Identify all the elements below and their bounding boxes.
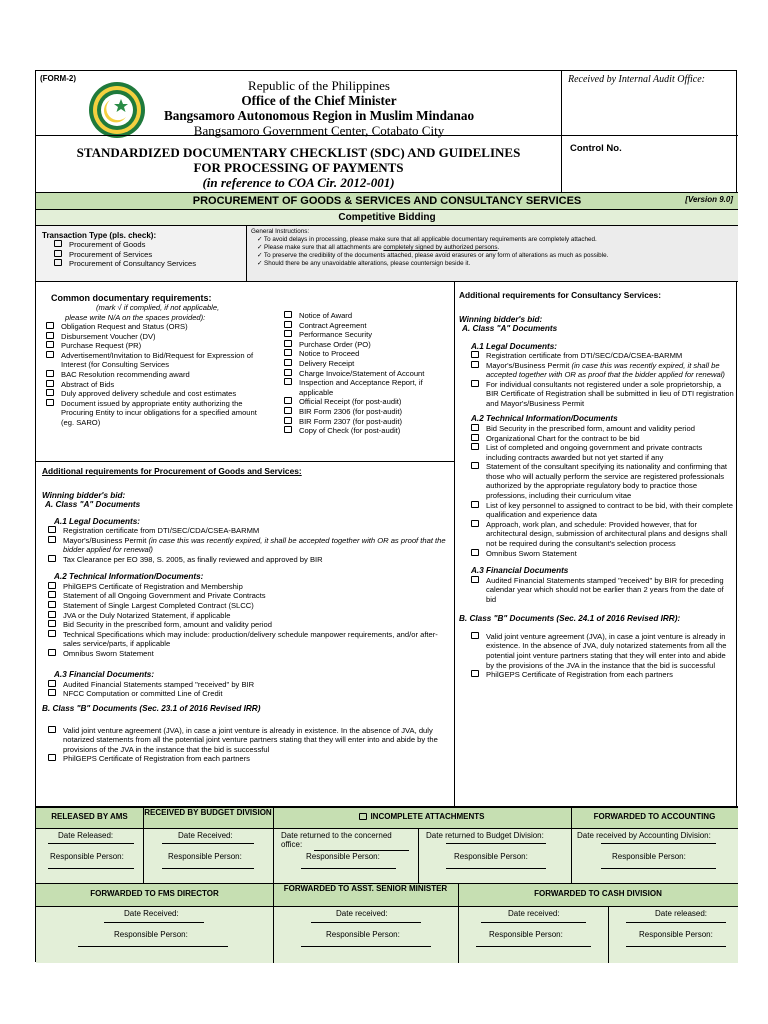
responsible-label: Responsible Person:: [326, 930, 400, 939]
region-line: Bangsamoro Autonomous Region in Muslim Mindanao: [163, 108, 475, 123]
checkbox[interactable]: [48, 591, 56, 598]
checkbox[interactable]: [54, 240, 62, 247]
responsible-field[interactable]: [301, 946, 431, 947]
republic-line: Republic of the Philippines: [248, 78, 390, 93]
checkbox[interactable]: [284, 340, 292, 347]
checkbox[interactable]: [48, 611, 56, 618]
checkbox[interactable]: [284, 397, 292, 404]
date-released-field[interactable]: [626, 922, 726, 923]
checkbox[interactable]: [471, 462, 479, 469]
responsible-field[interactable]: [48, 868, 134, 869]
released-by-ams-header: RELEASED BY AMS: [51, 812, 128, 821]
responsible-field[interactable]: [301, 868, 396, 869]
forwarded-fms-header: FORWARDED TO FMS DIRECTOR: [90, 889, 219, 898]
responsible-field[interactable]: [78, 946, 228, 947]
check-icon: ✓: [257, 244, 265, 251]
date-received-field[interactable]: [162, 843, 254, 844]
checkbox[interactable]: [471, 351, 479, 358]
checkbox[interactable]: [46, 322, 54, 329]
check-icon: ✓: [257, 236, 264, 243]
responsible-field[interactable]: [476, 946, 591, 947]
checkbox[interactable]: [48, 582, 56, 589]
option-services: Procurement of Services: [69, 249, 153, 259]
checkbox[interactable]: [48, 630, 56, 637]
date-returned-office-label: Date returned to the concerned office:: [281, 831, 392, 850]
received-by-budget-header: RECEIVED BY BUDGET DIVISION: [144, 808, 272, 817]
checkbox[interactable]: [48, 555, 56, 562]
checkbox[interactable]: [284, 426, 292, 433]
date-received-field[interactable]: [481, 922, 586, 923]
checkbox[interactable]: [284, 407, 292, 414]
checkbox[interactable]: [48, 526, 56, 533]
sdc-title: STANDARDIZED DOCUMENTARY CHECKLIST (SDC) AND GUIDELINES: [76, 145, 521, 160]
checkbox[interactable]: [284, 321, 292, 328]
checkbox[interactable]: [284, 311, 292, 318]
date-released-field[interactable]: [48, 843, 134, 844]
date-released-label: Date Released:: [58, 831, 114, 840]
checkbox[interactable]: [471, 632, 479, 639]
checkbox[interactable]: [48, 536, 56, 543]
checkbox[interactable]: [471, 501, 479, 508]
checkbox[interactable]: [471, 520, 479, 527]
consultancy-section: Additional requirements for Consultancy Services: Winning bidder's bid: A. Class "A" Documents A.1 Legal Documents: Registration certificate from DTI/SEC/CDA/CSEA-BARMM Mayor's/Business Permit (in case this was recently expired, it shall be accepted together with OR as proof that the bidder applied for renewal) For individual consultants not registered under a sole proprietorship, a BIR Certificate of Registration shall be submitted in lieu of DTI registration and Mayor's/Business Permit A.2 Technical Information/Documents Bid Security in the prescribed form, amount and validity period Organizational Chart for the contract to be bid List of completed and ongoing government and private contracts including contracts awarded but not yet started if any Statement of the consultant specifying its nationality and confirming that those who will actually perform the service are registered professionals authorized by the appropriate regulatory body to practice those professions, including their curriculum vitae List of key personnel to assigned to contract to be bid, with their complete qualification and experience data Approach, work plan, and schedule: Provided however, that for architectural design, submission of architectural plans and designs shall not be required during the consultant's selection process Omnibus Sworn Statement A.3 Financial Documents Audited Financial Statements stamped "received" by BIR for preceding calendar year which should not be earlier than 2 years from the date of bid B. Class "B" Documents (Sec. 24.1 of 2016 Revised IRR): Valid joint venture agreement (JVA), in case a joint venture is already in existence. In the absence of JVA, duly notarized statements from all the potential joint venture partners stating that they will enter into and abide by the provisions of the JVA in the instance that the bid is successful PhilGEPS Certificate of Registration from each partners: [459, 290, 734, 680]
responsible-label: Responsible Person:: [306, 852, 380, 861]
sdc-subtitle: FOR PROCESSING OF PAYMENTS: [193, 160, 404, 175]
checkbox[interactable]: [46, 399, 54, 406]
forwarded-cash-header: FORWARDED TO CASH DIVISION: [534, 889, 662, 898]
address-line: Bangsamoro Government Center, Cotabato City: [193, 123, 445, 138]
incomplete-attachments-header: INCOMPLETE ATTACHMENTS: [273, 812, 571, 821]
transaction-type-label: Transaction Type (pls. check):: [42, 231, 157, 240]
date-returned-budget-field[interactable]: [446, 843, 546, 844]
date-received-accounting-label: Date received by Accounting Division:: [577, 831, 711, 840]
form-number: (FORM-2): [40, 74, 76, 83]
checkbox[interactable]: [48, 726, 56, 733]
checkbox[interactable]: [284, 349, 292, 356]
responsible-label: Responsible Person:: [612, 852, 686, 861]
responsible-field[interactable]: [446, 868, 546, 869]
version-label: [Version 9.0]: [685, 195, 733, 204]
checkbox[interactable]: [284, 417, 292, 424]
responsible-label: Responsible Person:: [639, 930, 713, 939]
form-page: [35, 70, 737, 962]
checkbox[interactable]: [471, 443, 479, 450]
checkbox[interactable]: [46, 389, 54, 396]
responsible-label: Responsible Person:: [50, 852, 124, 861]
checkbox[interactable]: [48, 601, 56, 608]
general-instructions: General Instructions: ✓ To avoid delays in processing, please make sure that all applicable documentary requirements are completely attached. ✓ Please make sure that all attachments are completely signed by authorized persons. ✓ To preserve the credibility of the documents attached, please avoid erasures or any form of alterations as much as possible. ✓ Should there be any unavoidable alterations, please countersign beside it.: [251, 228, 735, 268]
responsible-label: Responsible Person:: [114, 930, 188, 939]
date-received-label: Date Received:: [124, 909, 179, 918]
checkbox[interactable]: [471, 361, 479, 368]
checkbox[interactable]: [48, 754, 56, 761]
date-received-label: Date Received:: [178, 831, 233, 840]
date-returned-office-field[interactable]: [314, 850, 409, 851]
checkbox[interactable]: [48, 649, 56, 656]
option-consultancy: Procurement of Consultancy Services: [69, 259, 197, 269]
checkbox[interactable]: [471, 380, 479, 387]
checkbox[interactable]: [46, 380, 54, 387]
checkbox[interactable]: [471, 424, 479, 431]
checkbox[interactable]: [48, 689, 56, 696]
consult-title: Additional requirements for Consultancy Services:: [459, 290, 661, 300]
checkbox[interactable]: [359, 813, 367, 820]
forwarded-asst-minister-header: FORWARDED TO ASST. SENIOR MINISTER: [283, 884, 448, 893]
checkbox[interactable]: [46, 370, 54, 377]
responsible-field[interactable]: [601, 868, 716, 869]
responsible-label: Responsible Person:: [489, 930, 563, 939]
checkbox[interactable]: [54, 250, 62, 257]
date-returned-budget-label: Date returned to Budget Division:: [426, 831, 544, 840]
date-received-field[interactable]: [311, 922, 421, 923]
banner-main: PROCUREMENT OF GOODS & SERVICES AND CONSULTANCY SERVICES [Version 9.0]: [36, 193, 738, 209]
forwarded-to-accounting-header: FORWARDED TO ACCOUNTING: [593, 812, 716, 821]
checkbox[interactable]: [471, 670, 479, 677]
responsible-field[interactable]: [162, 868, 254, 869]
checkbox[interactable]: [46, 332, 54, 339]
responsible-label: Responsible Person:: [168, 852, 242, 861]
received-audit-label: Received by Internal Audit Office:: [568, 74, 705, 85]
check-icon: ✓: [257, 252, 264, 259]
date-released-label: Date released:: [655, 909, 708, 918]
checkbox[interactable]: [46, 351, 54, 358]
date-received-label: Date received:: [508, 909, 560, 918]
responsible-label: Responsible Person:: [454, 852, 528, 861]
option-goods: Procurement of Goods: [69, 240, 146, 250]
checkbox[interactable]: [54, 259, 62, 266]
checkbox[interactable]: [46, 341, 54, 348]
checkbox[interactable]: [284, 330, 292, 337]
coa-reference: (in reference to COA Cir. 2012-001): [202, 175, 395, 190]
common-title: Common documentary requirements:: [51, 293, 212, 303]
checkbox[interactable]: [471, 576, 479, 583]
control-no-label: Control No.: [570, 143, 622, 154]
common-list-right: Notice of Award Contract Agreement Performance Security Purchase Order (PO) Notice to Proceed Delivery Receipt Charge Invoice/Statement of Account Inspection and Acceptance Report, if applicable Official Receipt (for post-audit) BIR Form 2306 (for post-audit) BIR Form 2307 (for post-audit) Copy of Check (for post-audit): [284, 311, 452, 436]
competitive-bidding-label: Competitive Bidding: [36, 210, 738, 225]
bangsamoro-seal-logo: [88, 81, 146, 139]
check-icon: ✓: [257, 260, 265, 267]
date-received-accounting-field[interactable]: [601, 843, 716, 844]
instructions-label: General Instructions:: [251, 228, 310, 235]
goods-title: Additional requirements for Procurement of Goods and Services:: [42, 466, 302, 476]
checkbox[interactable]: [48, 620, 56, 627]
checkbox[interactable]: [471, 549, 479, 556]
goods-services-section: Additional requirements for Procurement of Goods and Services: Winning bidder's bid: A. Class "A" Documents A.1 Legal Documents: Registration certificate from DTI/SEC/CDA/CSEA-BARMM Mayor's/Business Permit (in case this was recently expired, it shall be accepted together with OR as proof that the bidder applied for renewal) Tax Clearance per EO 398, S. 2005, as finally reviewed and approved by BIR A.2 Technical Information/Documents: PhilGEPS Certificate of Registration and Membership Statement of all Ongoing Government and Private Contracts Statement of Single Largest Completed Contract (SLCC) JVA or the Duly Notarized Statement, if applicable Bid Security in the prescribed form, amount and validity period Technical Specifications which may include: production/delivery schedule manpower requirements, and/or after-sales service/parts, if applicable Omnibus Sworn Statement A.3 Financial Documents: Audited Financial Statements stamped "received" by BIR NFCC Computation or committed Line of Credit B. Class "B" Documents (Sec. 23.1 of 2016 Revised IRR) Valid joint venture agreement (JVA), in case a joint venture is already in existence. In the absence of JVA, duly notarized statements from all the potential joint venture partners stating that they will enter into and abide by the provisions of the JVA in the instance that the bid is successful PhilGEPS Certificate of Registration from each partners: [42, 467, 450, 764]
responsible-field[interactable]: [626, 946, 726, 947]
checkbox[interactable]: [284, 369, 292, 376]
checkbox[interactable]: [471, 434, 479, 441]
date-received-label: Date received:: [336, 909, 388, 918]
checkbox[interactable]: [284, 378, 292, 385]
checkbox[interactable]: [284, 359, 292, 366]
office-line: Office of the Chief Minister: [241, 93, 397, 108]
common-list-left: Obligation Request and Status (ORS) Disbursement Voucher (DV) Purchase Request (PR) Advertisement/Invitation to Bid/Request for Expression of Interest (for Consulting Services BAC Resolution recommending award Abstract of Bids Duly approved delivery schedule and cost estimates Document issued by appropriate entity authorizing the Procuring Entity to incur obligations for a specified amount (eg. SARO): [46, 322, 271, 428]
common-requirements: Common documentary requirements: (mark √ if complied, if not applicable, please write N/A on the spaces provided):: [51, 293, 451, 323]
checkbox[interactable]: [48, 680, 56, 687]
date-received-field[interactable]: [104, 922, 204, 923]
transaction-type: [42, 231, 196, 269]
